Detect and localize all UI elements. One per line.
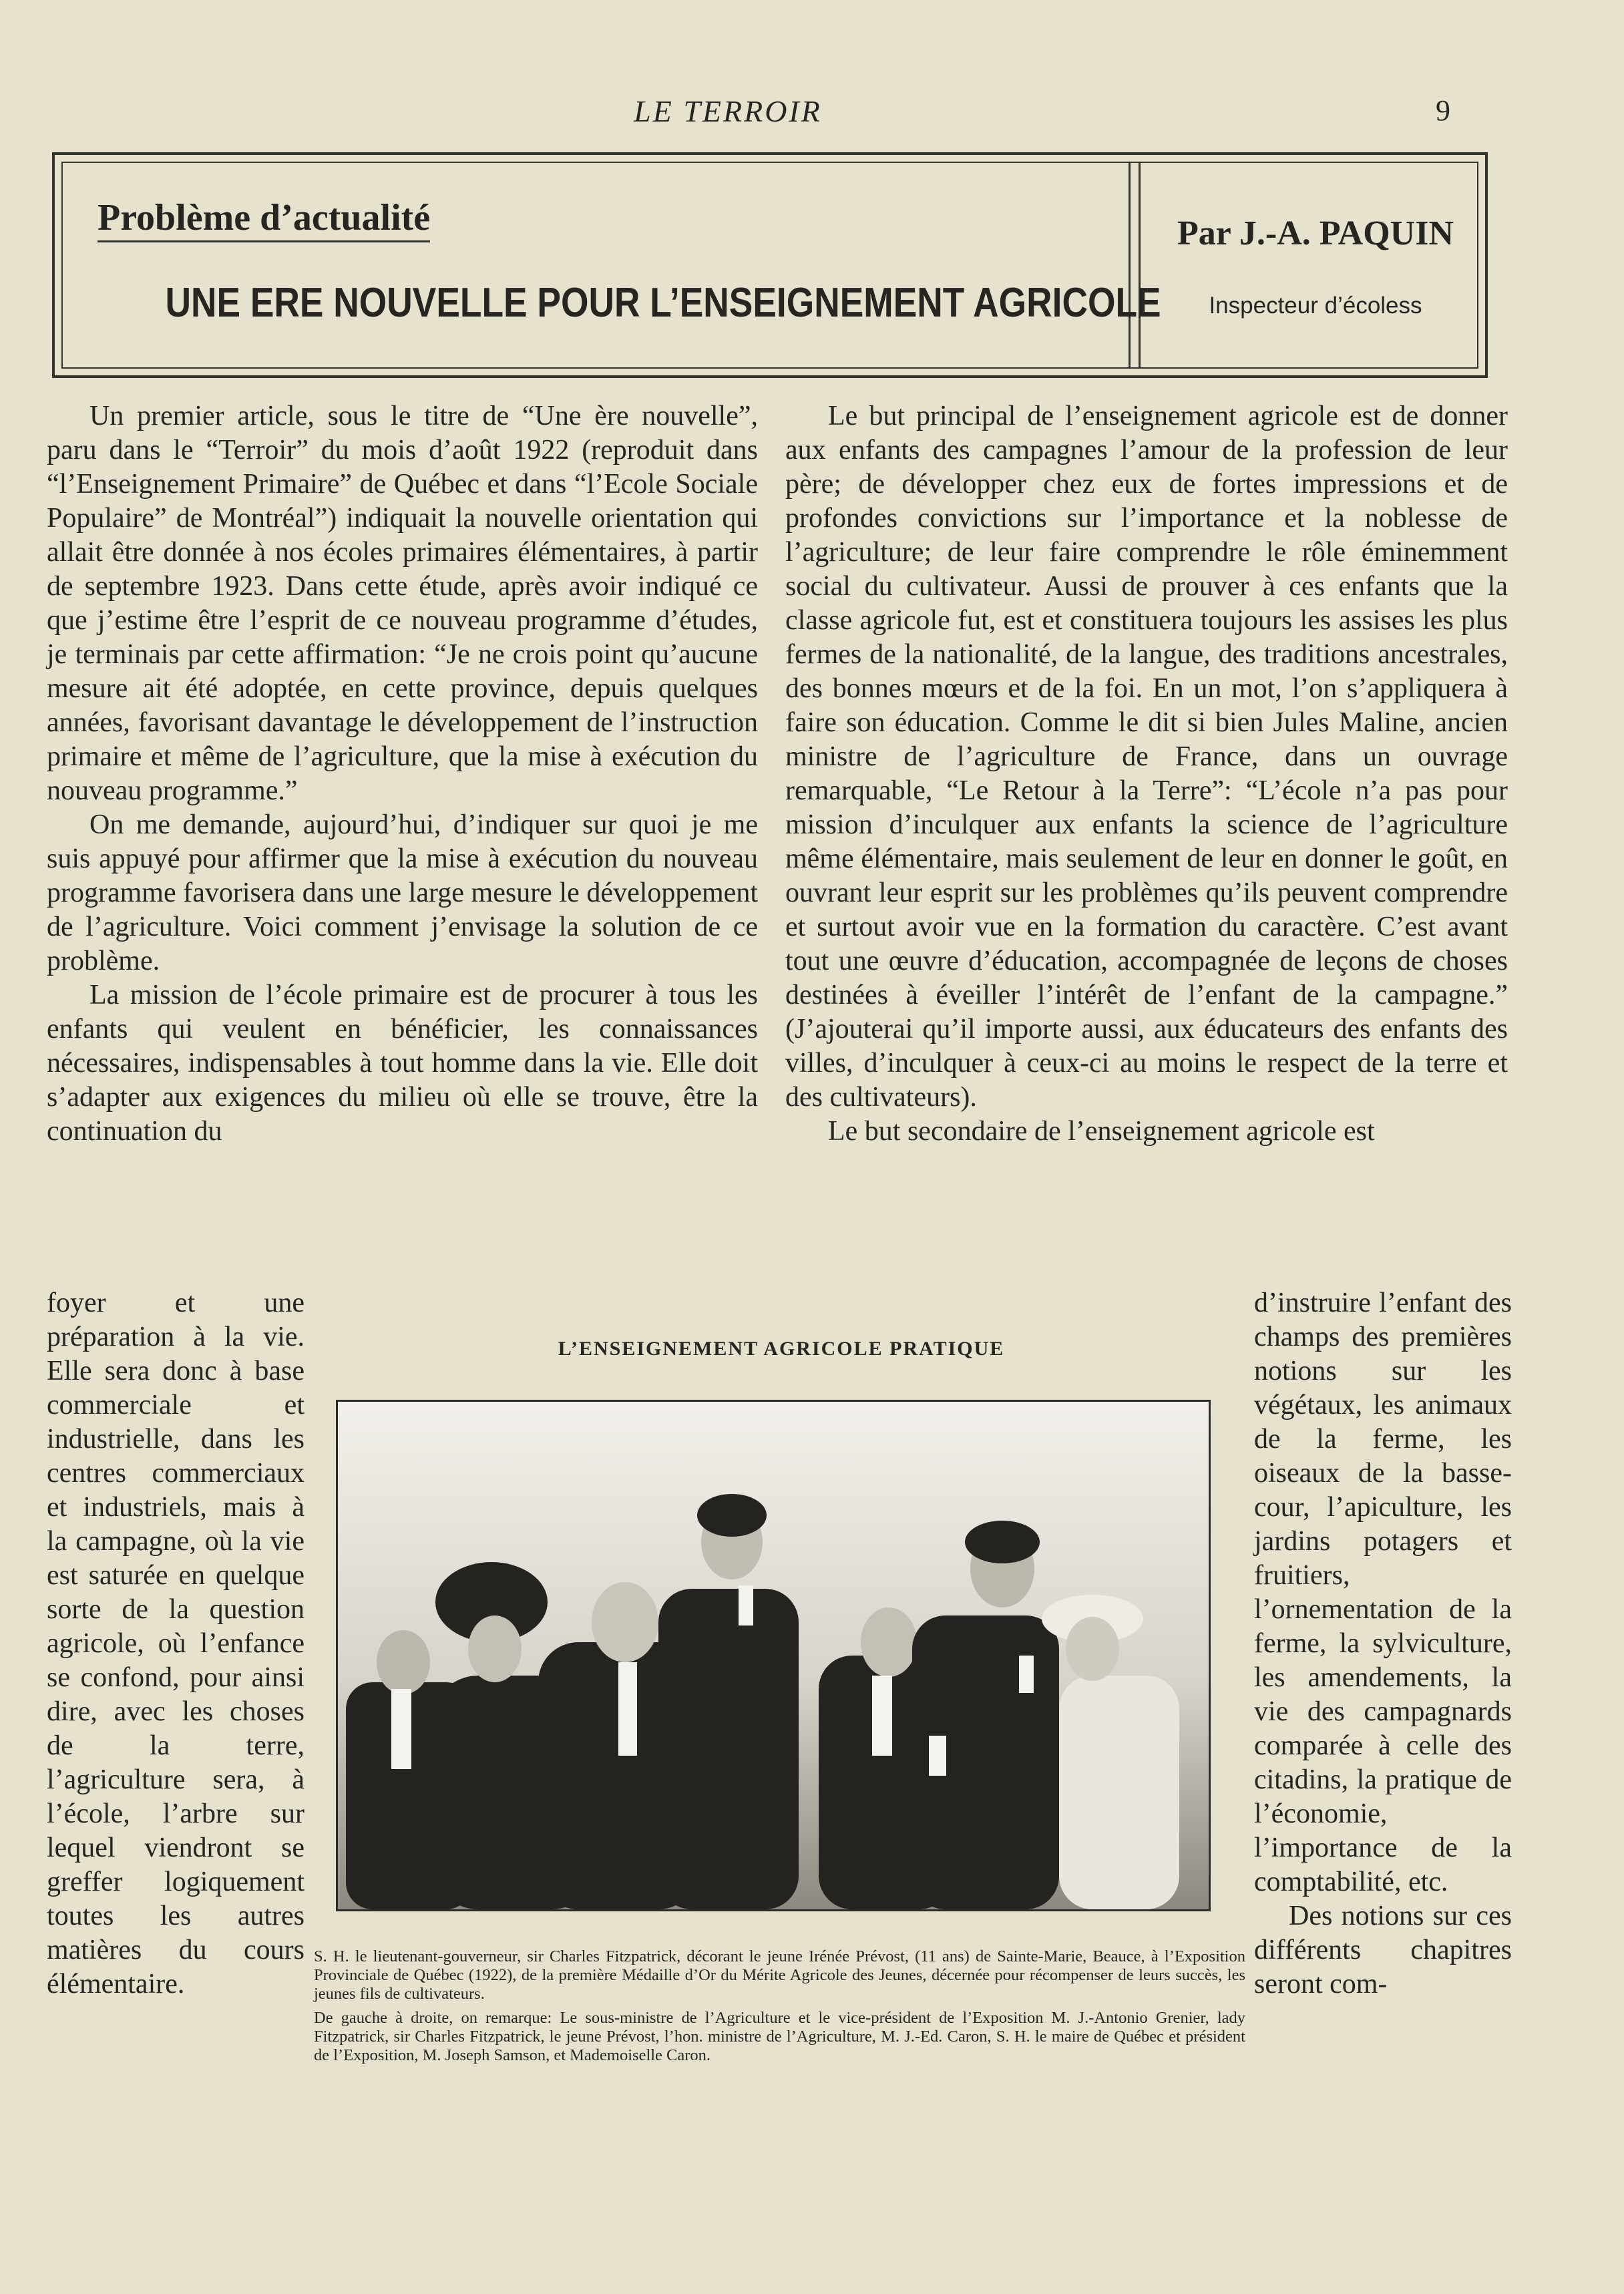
article-headline: UNE ERE NOUVELLE POUR L’ENSEIGNEMENT AGRICOLE (165, 280, 1161, 326)
left-narrow-column (47, 1286, 304, 2001)
article-kicker: Problème d’actualité (97, 196, 430, 242)
author-byline: Par J.-A. PAQUIN (1177, 214, 1454, 252)
right-paragraph-2: Le but secondaire de l’enseignement agricole est (828, 1116, 1375, 1147)
photo-caption (314, 1947, 1245, 2070)
right-paragraph-1: Le but principal de l’enseignement agricole est de donner aux enfants des campagnes l’amour de la profession de leur père; de développer chez eux de fortes impressions et de profondes convictions sur l’importance et la noblesse de l’agriculture; de leur faire comprendre le rôle éminemment social du cultivateur. Aussi de prouver à ces enfants que la classe agricole fut, est et constituera toujours les assises les plus fermes de la nationalité, de la langue, des traditions ancestrales, des bonnes mœurs et de la foi. En un mot, l’on s’appliquera à faire son éducation. Comme le dit si bien Jules Maline, ancien ministre de l’agriculture de France, dans un ouvrage remarquable, “Le Retour à la Terre”: “L’école n’a pas pour mission d’inculquer aux enfants la science de l’agriculture même élémentaire, mais seulement de leur en donner le goût, en ouvrant leur esprit sur les problèmes qu’ils peuvent comprendre et surtout avoir vue en la formation du caractère. C’est avant tout une œuvre d’éducation, accompagnée de leçons de choses destinées à éveiller l’intérêt de l’enfant de la campagne.” (J’ajouterai qu’il importe aussi, aux éducateurs des enfants des villes, d’inculquer à ceux-ci au moins le respect de la terre et des cultivateurs). (785, 401, 1508, 1113)
left-paragraph-3: La mission de l’école primaire est de procurer à tous les enfants qui veulent en bénéficier, les connaissances nécessaires, indispensables à tout homme dans la vie. Elle doit s’adapter aux exigences du milieu où elle se trouve, être la continuation du (47, 980, 758, 1147)
page-number: 9 (1436, 94, 1450, 127)
title-box-inner-border (61, 162, 1478, 369)
group-photo-illustration (338, 1402, 1209, 1909)
photo-heading: L’ENSEIGNEMENT AGRICOLE PRATIQUE (558, 1338, 1005, 1360)
author-role: Inspecteur d’écoless (1209, 293, 1422, 319)
left-paragraph-1: Un premier article, sous le titre de “Une ère nouvelle”, paru dans le “Terroir” du mois d’août 1922 (reproduit dans “l’Enseignement Primaire” de Québec et dans “l’Ecole Sociale Populaire” de Montréal”) indiquait la nouvelle orientation qui allait être donnée à nos écoles primaires élémentaires, à partir de septembre 1923. Dans cette étude, après avoir indiqué ce que j’estime être l’esprit de ce nouveau programme d’études, je terminais par cette affirmation: “Je ne crois point qu’aucune mesure ait été adoptée, en cette province, depuis quelques années, favorisant davantage le développement de l’instruction primaire et même de l’agriculture, que la mise à exécution du nouveau programme.” (47, 401, 758, 806)
right-narrow-column (1254, 1286, 1512, 2001)
left-column (47, 399, 758, 1149)
title-box (52, 152, 1488, 378)
right-narrow-text-2: Des notions sur ces différents chapitres seront com- (1254, 1901, 1512, 1999)
left-narrow-text: foyer et une préparation à la vie. Elle sera donc à base commerciale et industrielle, dans les centres commerciaux et industriels, mais à la campagne, où la vie est saturée en quelque sorte de la question agricole, où l’enfance se confond, pour ainsi dire, avec les choses de la terre, l’agriculture sera, à l’école, l’arbre sur lequel viendront se greffer logiquement toutes les autres matières du cours élémentaire. (47, 1288, 304, 1999)
right-narrow-text-1: d’instruire l’enfant des champs des premières notions sur les végétaux, les animaux de la ferme, les oiseaux de la basse-cour, l’apiculture, les jardins potagers et fruitiers, l’ornementation de la ferme, la sylviculture, les amendements, la vie des campagnards comparée à celle des citadins, la pratique de l’économie, l’importance de la comptabilité, etc. (1254, 1288, 1512, 1897)
right-column (785, 399, 1508, 1149)
group-photo (336, 1400, 1211, 1911)
left-paragraph-2: On me demande, aujourd’hui, d’indiquer sur quoi je me suis appuyé pour affirmer que la mise à exécution du nouveau programme favorisera dans une large mesure le développement de l’agriculture. Voici comment j’envisage la solution de ce problème. (47, 809, 758, 976)
running-header-title: LE TERROIR (634, 94, 822, 128)
photo-caption-1: S. H. le lieutenant-gouverneur, sir Charles Fitzpatrick, décorant le jeune Irénée Prévost, (11 ans) de Sainte-Marie, Beauce, à l’Exposition Provinciale de Québec (1922), de la première Médaille d’Or du Mérite Agricole des Jeunes, décernée pour récompenser de leurs succès, les jeunes fils de cultivateurs. (314, 1947, 1245, 2003)
title-box-divider (1129, 162, 1141, 369)
photo-caption-2: De gauche à droite, on remarque: Le sous-ministre de l’Agriculture et le vice-président de l’Exposition M. J.-Antonio Grenier, lady Fitzpatrick, sir Charles Fitzpatrick, le jeune Prévost, l’hon. ministre de l’Agriculture, M. J.-Ed. Caron, S. H. le maire de Québec et président de l’Exposition, M. Joseph Samson, et Mademoiselle Caron. (314, 2009, 1245, 2064)
